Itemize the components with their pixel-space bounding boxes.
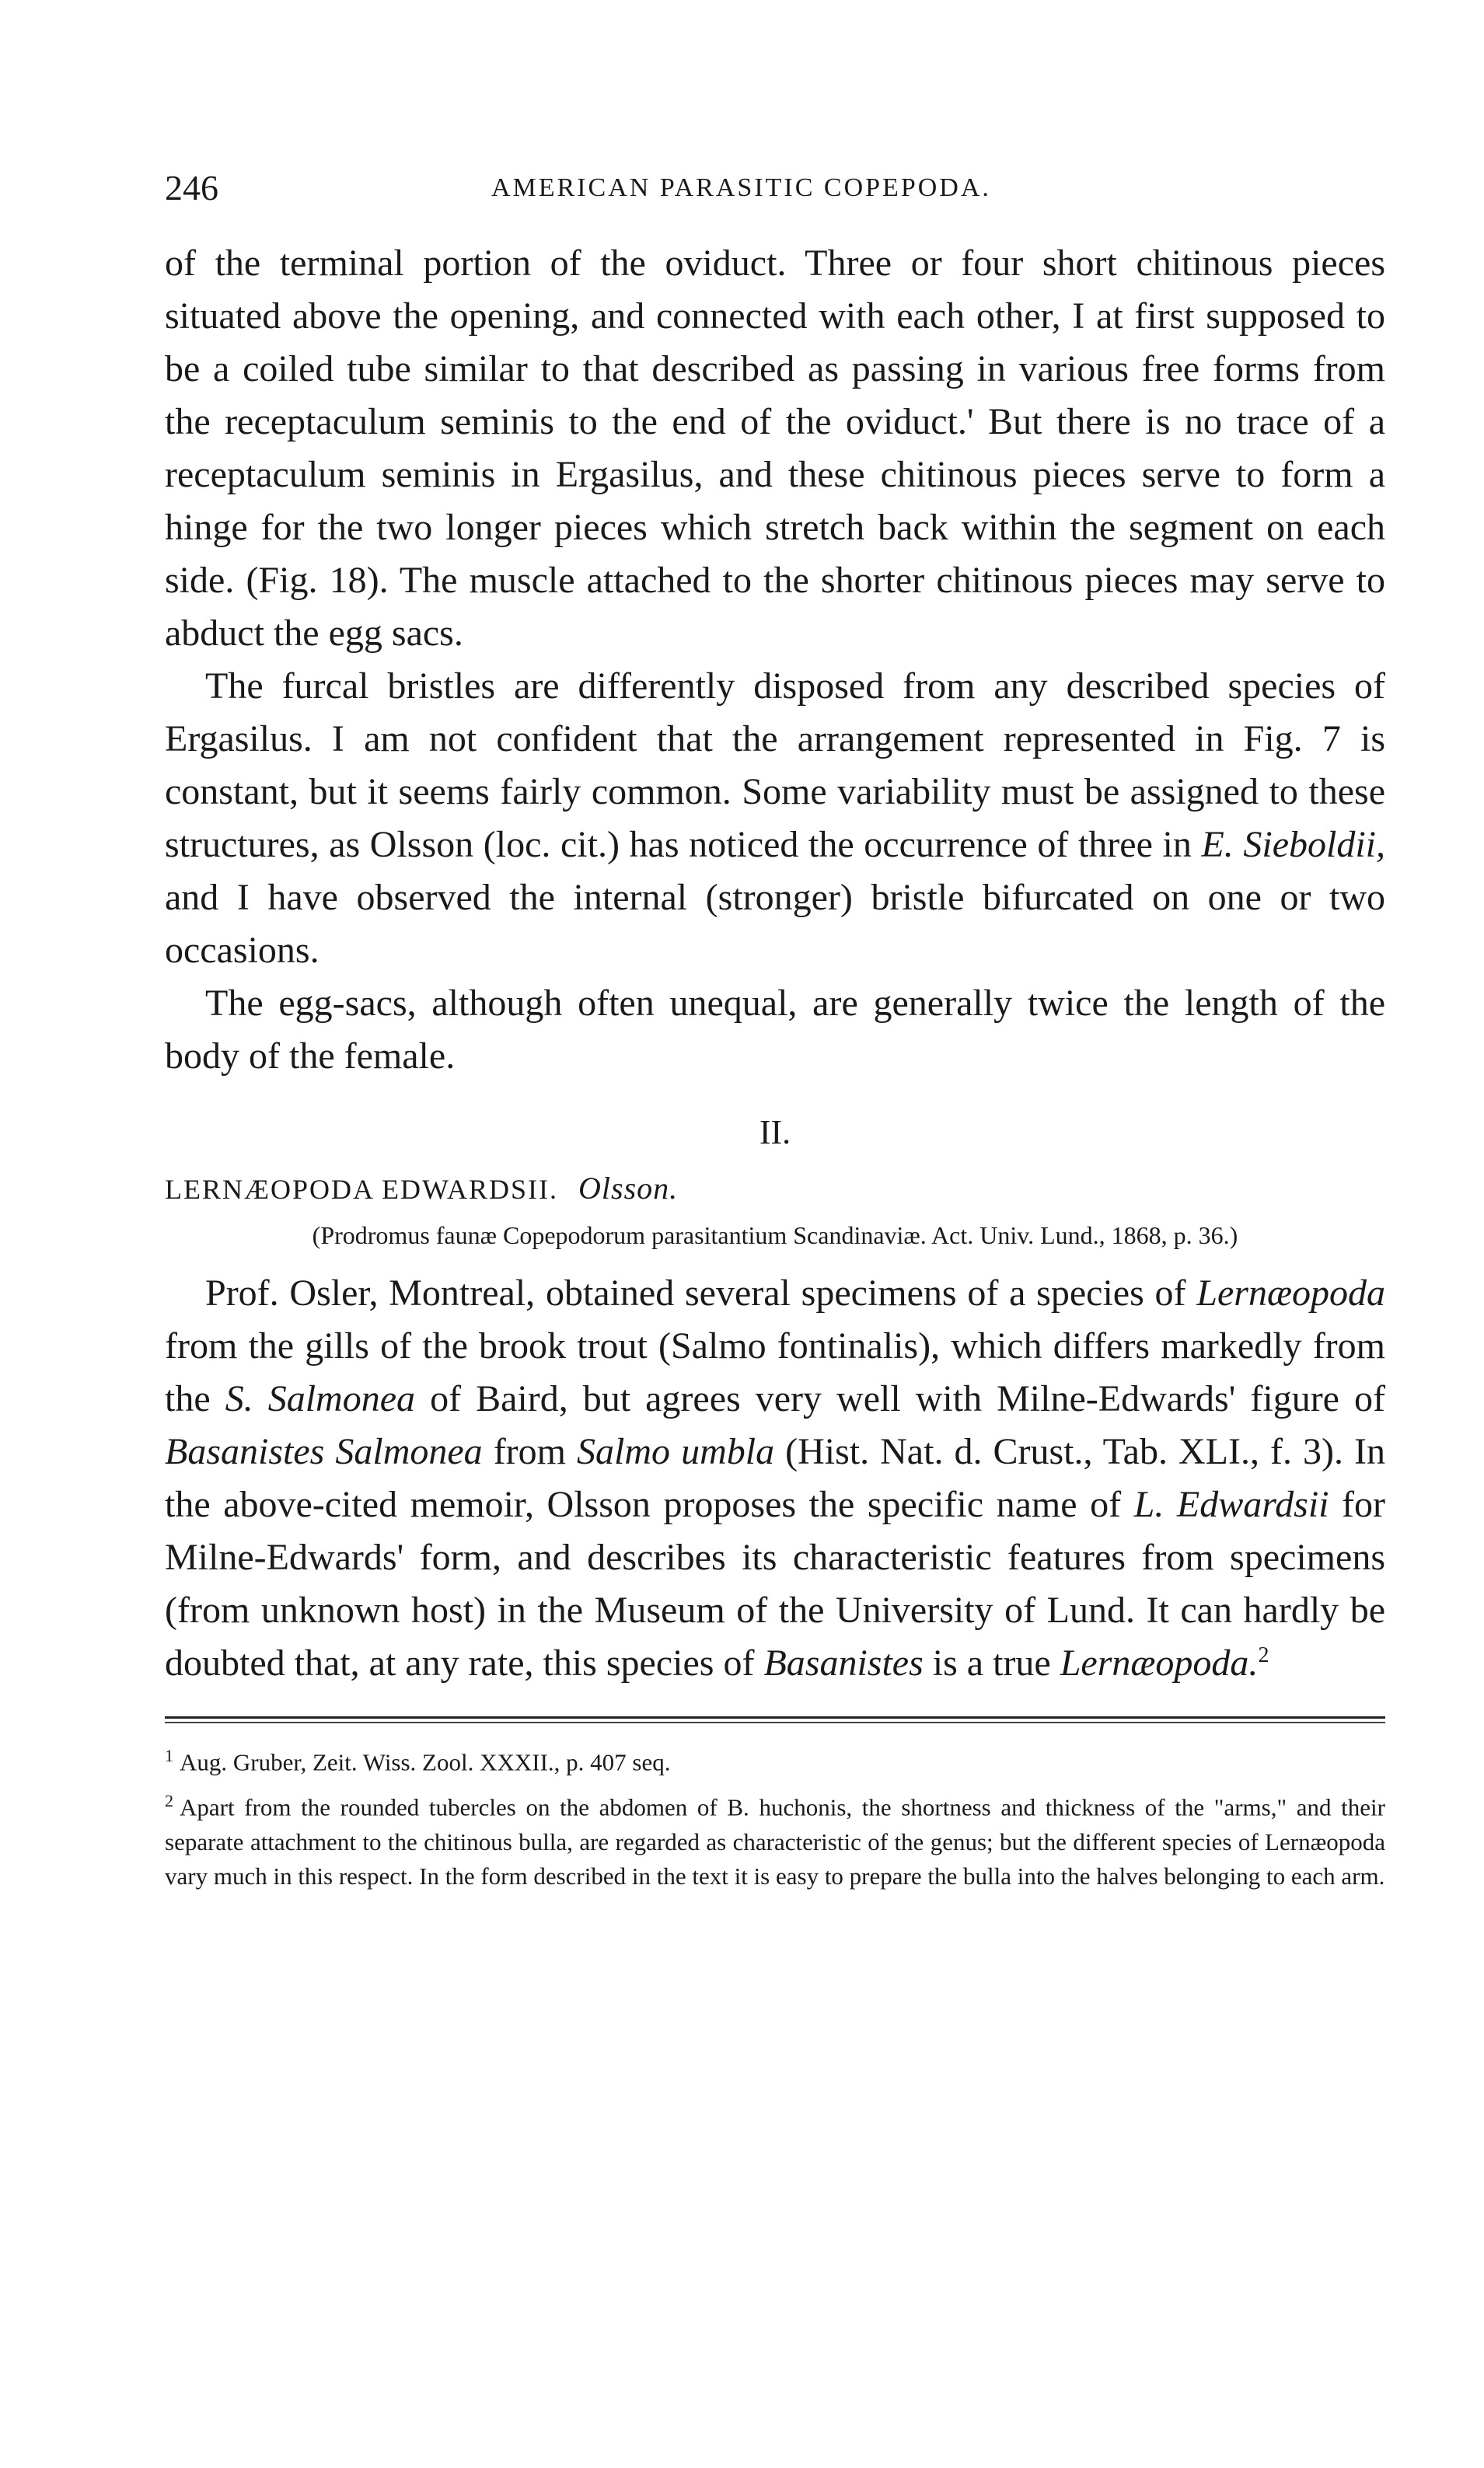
italic-genus: Lernæopoda	[1196, 1272, 1385, 1314]
paragraph-4-text-e: (Hist. Nat. d. Crust., Tab. XLI., f. 3). In the above-cited memoir, Olsson proposes the specific name of	[165, 1431, 1385, 1525]
section-numeral: II.	[759, 1113, 791, 1151]
paragraph-1	[165, 237, 1385, 660]
footnote-text: Apart from the rounded tubercles on the abdomen of B. huchonis, the shortness and thickness of the "arms," and their separate attachment to the chitinous bulla, are regarded as characteristic of the genus; but the different species of Lernæopoda vary much in this respect. In the form described in the text it is easy to prepare the bulla into the halves belonging to each arm.	[165, 1793, 1385, 1890]
italic-species: S. Salmonea	[225, 1378, 416, 1419]
running-head	[165, 167, 1385, 222]
footnote-1	[165, 1739, 1385, 1779]
species-heading-name: LERNÆOPODA EDWARDSII.	[165, 1174, 559, 1205]
footnote-reference[interactable]: 2	[1258, 1643, 1269, 1667]
italic-species: L. Edwardsii	[1133, 1484, 1329, 1525]
footnote-text: Aug. Gruber, Zeit. Wiss. Zool. XXXII., p. 407 seq.	[180, 1748, 671, 1776]
paragraph-2	[165, 660, 1385, 977]
paragraph-2-text-a: The furcal bristles are differently disposed from any described species of Ergasilus. I am not confident that the arrangement represented in Fig. 7 is constant, but it seems fairly common. Some variability must be assigned to these structures, as Olsson (loc. cit.) has noticed the occurrence of three in	[165, 665, 1385, 865]
footnote-2	[165, 1784, 1385, 1893]
paragraph-1-text: of the terminal portion of the oviduct. Three or four short chitinous pieces situated above the opening, and connected with each other, I at first supposed to be a coiled tube similar to that described as passing in various free forms from the receptaculum seminis to the end of the oviduct.' But there is no trace of a receptaculum seminis in Ergasilus, and these chitinous pieces serve to form a hinge for the two longer pieces which stretch back within the segment on each side. (Fig. 18). The muscle attached to the shorter chitinous pieces may serve to abduct the egg sacs.	[165, 243, 1385, 654]
footnote-rule	[165, 1716, 1385, 1719]
footnote-rule-secondary	[165, 1722, 1385, 1723]
paragraph-4-text-b: from the gills of the brook trout (Salmo fontinalis), which differs markedly from the	[165, 1325, 1385, 1419]
citation: (Prodromus faunæ Copepodorum parasitantium Scandinaviæ. Act. Univ. Lund., 1868, p. 36.)	[312, 1221, 1238, 1249]
paragraph-3	[165, 977, 1385, 1083]
paragraph-4-text-g: is a true	[923, 1642, 1060, 1684]
italic-genus: Basanistes	[763, 1642, 924, 1684]
paragraph-4	[165, 1267, 1385, 1690]
italic-species: Salmo umbla	[577, 1431, 775, 1472]
italic-genus: Lernæopoda.	[1060, 1642, 1259, 1684]
species-heading	[165, 1167, 1385, 1211]
species-name-italic: E. Sieboldii,	[1201, 824, 1386, 865]
species-heading-authority: Olsson.	[578, 1171, 679, 1206]
paragraph-4-text-d: from	[482, 1431, 578, 1472]
running-title: AMERICAN PARASITIC COPEPODA.	[491, 173, 991, 202]
italic-species: Basanistes Salmonea	[165, 1431, 483, 1472]
paragraph-4-text-a: Prof. Osler, Montreal, obtained several specimens of a species of	[205, 1272, 1197, 1314]
paragraph-3-text: The egg-sacs, although often unequal, are generally twice the length of the body of the female.	[165, 983, 1385, 1077]
paragraph-4-text-f: for Milne-Edwards' form, and describes its characteristic features from specimens (from unknown host) in the Museum of the University of Lund. It can hardly be doubted that, at any rate, this species of	[165, 1484, 1386, 1684]
page-number: 246	[165, 168, 218, 208]
page	[165, 167, 1385, 1898]
footnote-mark: 2	[165, 1791, 173, 1811]
footnote-mark: 1	[165, 1746, 173, 1765]
paragraph-2-text-b: and I have observed the internal (stronger) bristle bifurcated on one or two occasions.	[165, 877, 1385, 971]
paragraph-4-text-c: of Baird, but agrees very well with Milne-Edwards' figure of	[415, 1378, 1386, 1419]
